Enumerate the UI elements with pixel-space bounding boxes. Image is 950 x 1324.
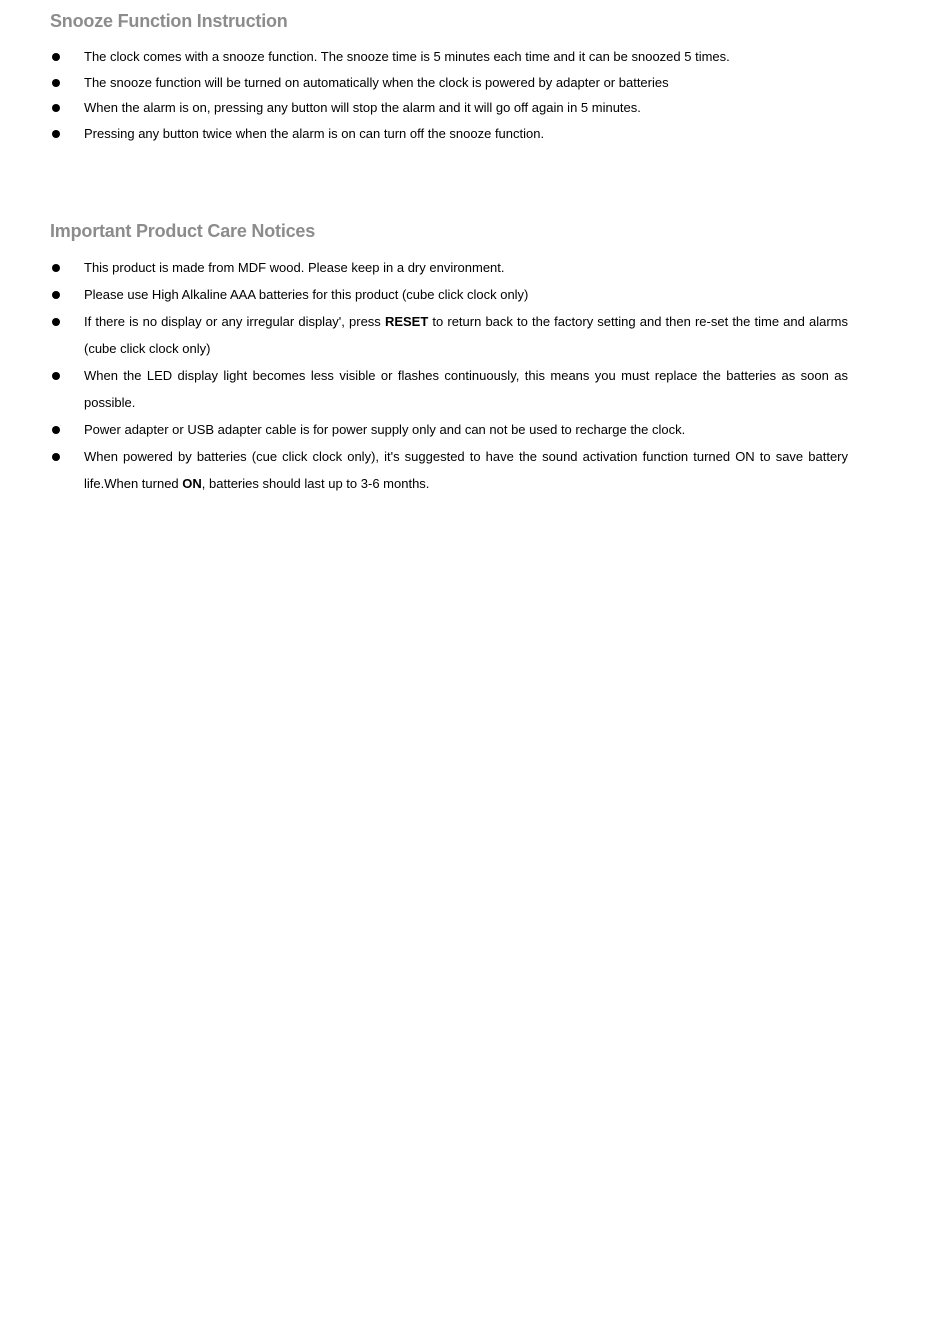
care-list	[50, 254, 848, 497]
snooze-section	[50, 8, 848, 146]
bullet-dot-icon	[52, 130, 60, 138]
bullet-dot-icon	[52, 372, 60, 380]
care-section	[50, 218, 848, 497]
list-item-text: Power adapter or USB adapter cable is for power supply only and can not be used to recharge the clock.	[84, 422, 686, 437]
list-item-text-before: When powered by batteries (cue click clock only), it's suggested to have the sound activation function turned ON to save battery life.When turned	[84, 449, 848, 491]
bullet-dot-icon	[52, 291, 60, 299]
bullet-dot-icon	[52, 79, 60, 87]
list-item-text-after: , batteries should last up to 3-6 months.	[201, 476, 430, 491]
list-item-text: Pressing any button twice when the alarm is on can turn off the snooze function.	[84, 125, 545, 141]
list-item-text: This product is made from MDF wood. Please keep in a dry environment.	[84, 260, 505, 275]
on-keyword: ON	[182, 476, 202, 491]
list-item	[50, 416, 848, 443]
bullet-dot-icon	[52, 104, 60, 112]
bullet-dot-icon	[52, 453, 60, 461]
list-item	[50, 121, 848, 147]
list-item	[50, 362, 848, 416]
list-item-text: The clock comes with a snooze function. The snooze time is 5 minutes each time and it can be snoozed 5 times.	[84, 49, 730, 64]
list-item	[50, 44, 848, 70]
list-item-text: The snooze function will be turned on automatically when the clock is powered by adapter or batteries	[84, 74, 669, 90]
bullet-dot-icon	[52, 318, 60, 326]
list-item	[50, 95, 848, 121]
list-item-text: Please use High Alkaline AAA batteries for this product (cube click clock only)	[84, 287, 529, 302]
list-item-text-after: to return back to the factory setting and then re-set the time and alarms (cube click clock only)	[84, 314, 849, 356]
care-heading: Important Product Care Notices	[50, 221, 316, 241]
snooze-heading: Snooze Function Instruction	[50, 11, 288, 31]
list-item-text: When the alarm is on, pressing any button will stop the alarm and it will go off again in 5 minutes.	[84, 100, 641, 115]
list-item	[50, 308, 848, 362]
bullet-dot-icon	[52, 426, 60, 434]
reset-keyword: RESET	[384, 314, 429, 329]
snooze-list	[50, 44, 848, 146]
list-item	[50, 281, 848, 308]
bullet-dot-icon	[52, 53, 60, 61]
list-item-text-before: If there is no display or any irregular display', press	[84, 314, 385, 329]
bullet-dot-icon	[52, 264, 60, 272]
list-item	[50, 443, 848, 497]
list-item	[50, 70, 848, 96]
list-item	[50, 254, 848, 281]
list-item-text: When the LED display light becomes less visible or flashes continuously, this means you must replace the batteries as soon as possible.	[84, 368, 848, 410]
